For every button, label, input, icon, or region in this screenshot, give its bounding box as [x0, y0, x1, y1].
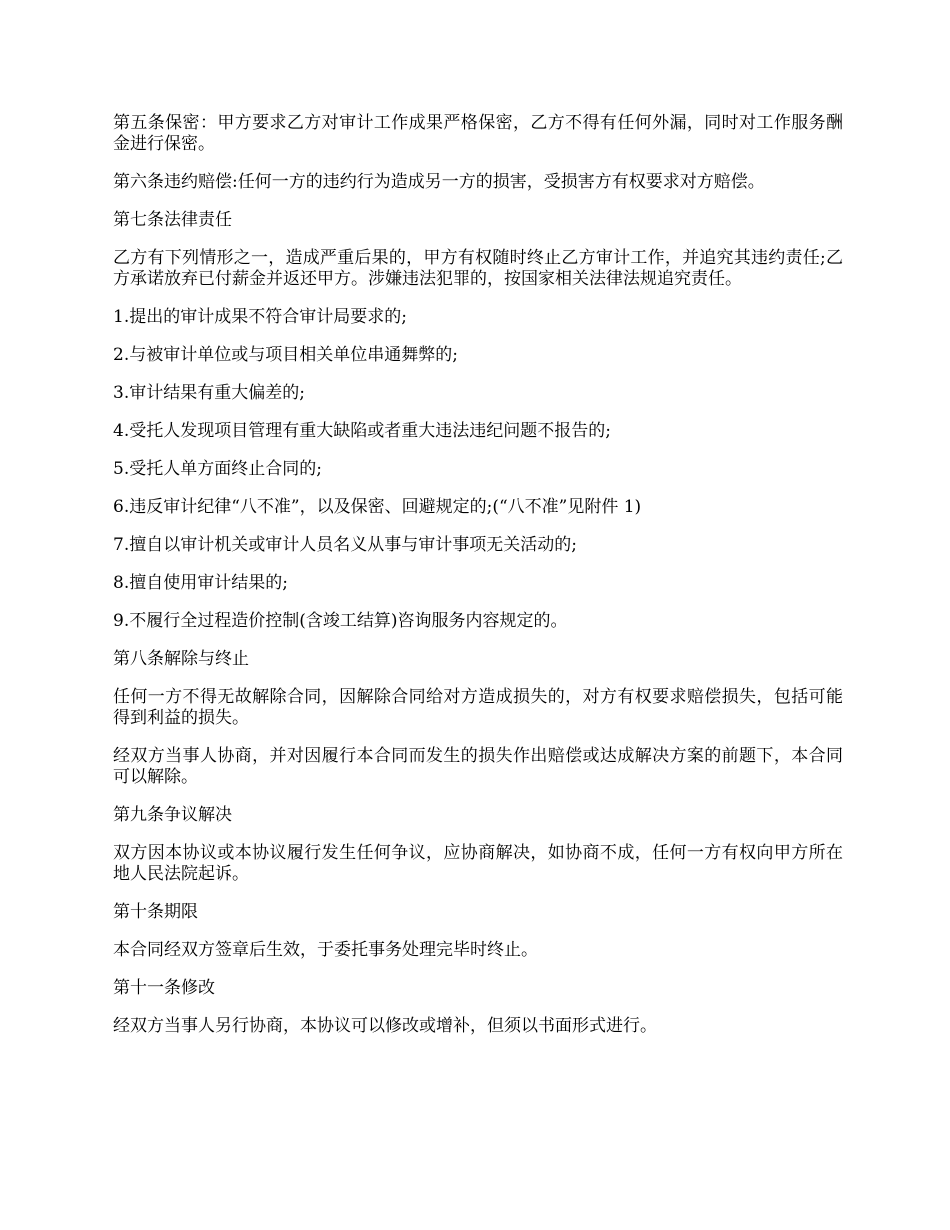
clause-8-body-1: 任何一方不得无故解除合同，因解除合同给对方造成损失的，对方有权要求赔偿损失，包括可能得到利益的损失。 [113, 687, 843, 728]
list-item: 5.受托人单方面终止合同的; [113, 459, 322, 479]
list-item: 3.审计结果有重大偏差的; [113, 383, 305, 403]
document-page [113, 113, 843, 1054]
clause-11-body: 经双方当事人另行协商，本协议可以修改或增补，但须以书面形式进行。 [113, 1016, 657, 1036]
list-item: 4.受托人发现项目管理有重大缺陷或者重大违法违纪问题不报告的; [113, 421, 611, 441]
clause-10-heading: 第十条期限 [113, 902, 198, 922]
clause-11-heading: 第十一条修改 [113, 978, 215, 998]
clause-5-confidentiality: 第五条保密：甲方要求乙方对审计工作成果严格保密，乙方不得有任何外漏，同时对工作服务酬金进行保密。 [113, 113, 843, 154]
list-item: 2.与被审计单位或与项目相关单位串通舞弊的; [113, 345, 458, 365]
list-item: 8.擅自使用审计结果的; [113, 573, 288, 593]
clause-6-breach-compensation: 第六条违约赔偿:任何一方的违约行为造成另一方的损害，受损害方有权要求对方赔偿。 [113, 172, 765, 192]
list-item: 7.擅自以审计机关或审计人员名义从事与审计事项无关活动的; [113, 535, 577, 555]
clause-8-heading: 第八条解除与终止 [113, 649, 249, 669]
clause-7-heading: 第七条法律责任 [113, 210, 232, 230]
list-item: 1.提出的审计成果不符合审计局要求的; [113, 307, 407, 327]
clause-10-body: 本合同经双方签章后生效，于委托事务处理完毕时终止。 [113, 940, 538, 960]
clause-9-heading: 第九条争议解决 [113, 805, 232, 825]
clause-9-body: 双方因本协议或本协议履行发生任何争议，应协商解决，如协商不成，任何一方有权向甲方所在地人民法院起诉。 [113, 843, 843, 884]
clause-7-body: 乙方有下列情形之一，造成严重后果的，甲方有权随时终止乙方审计工作，并追究其违约责任;乙方承诺放弃已付薪金并返还甲方。涉嫌违法犯罪的，按国家相关法律法规追究责任。 [113, 248, 843, 289]
clause-8-body-2: 经双方当事人协商，并对因履行本合同而发生的损失作出赔偿或达成解决方案的前题下，本合同可以解除。 [113, 746, 843, 787]
list-item: 9.不履行全过程造价控制(含竣工结算)咨询服务内容规定的。 [113, 611, 568, 631]
list-item: 6.违反审计纪律“八不准”，以及保密、回避规定的;(“八不准”见附件 1) [113, 497, 642, 517]
